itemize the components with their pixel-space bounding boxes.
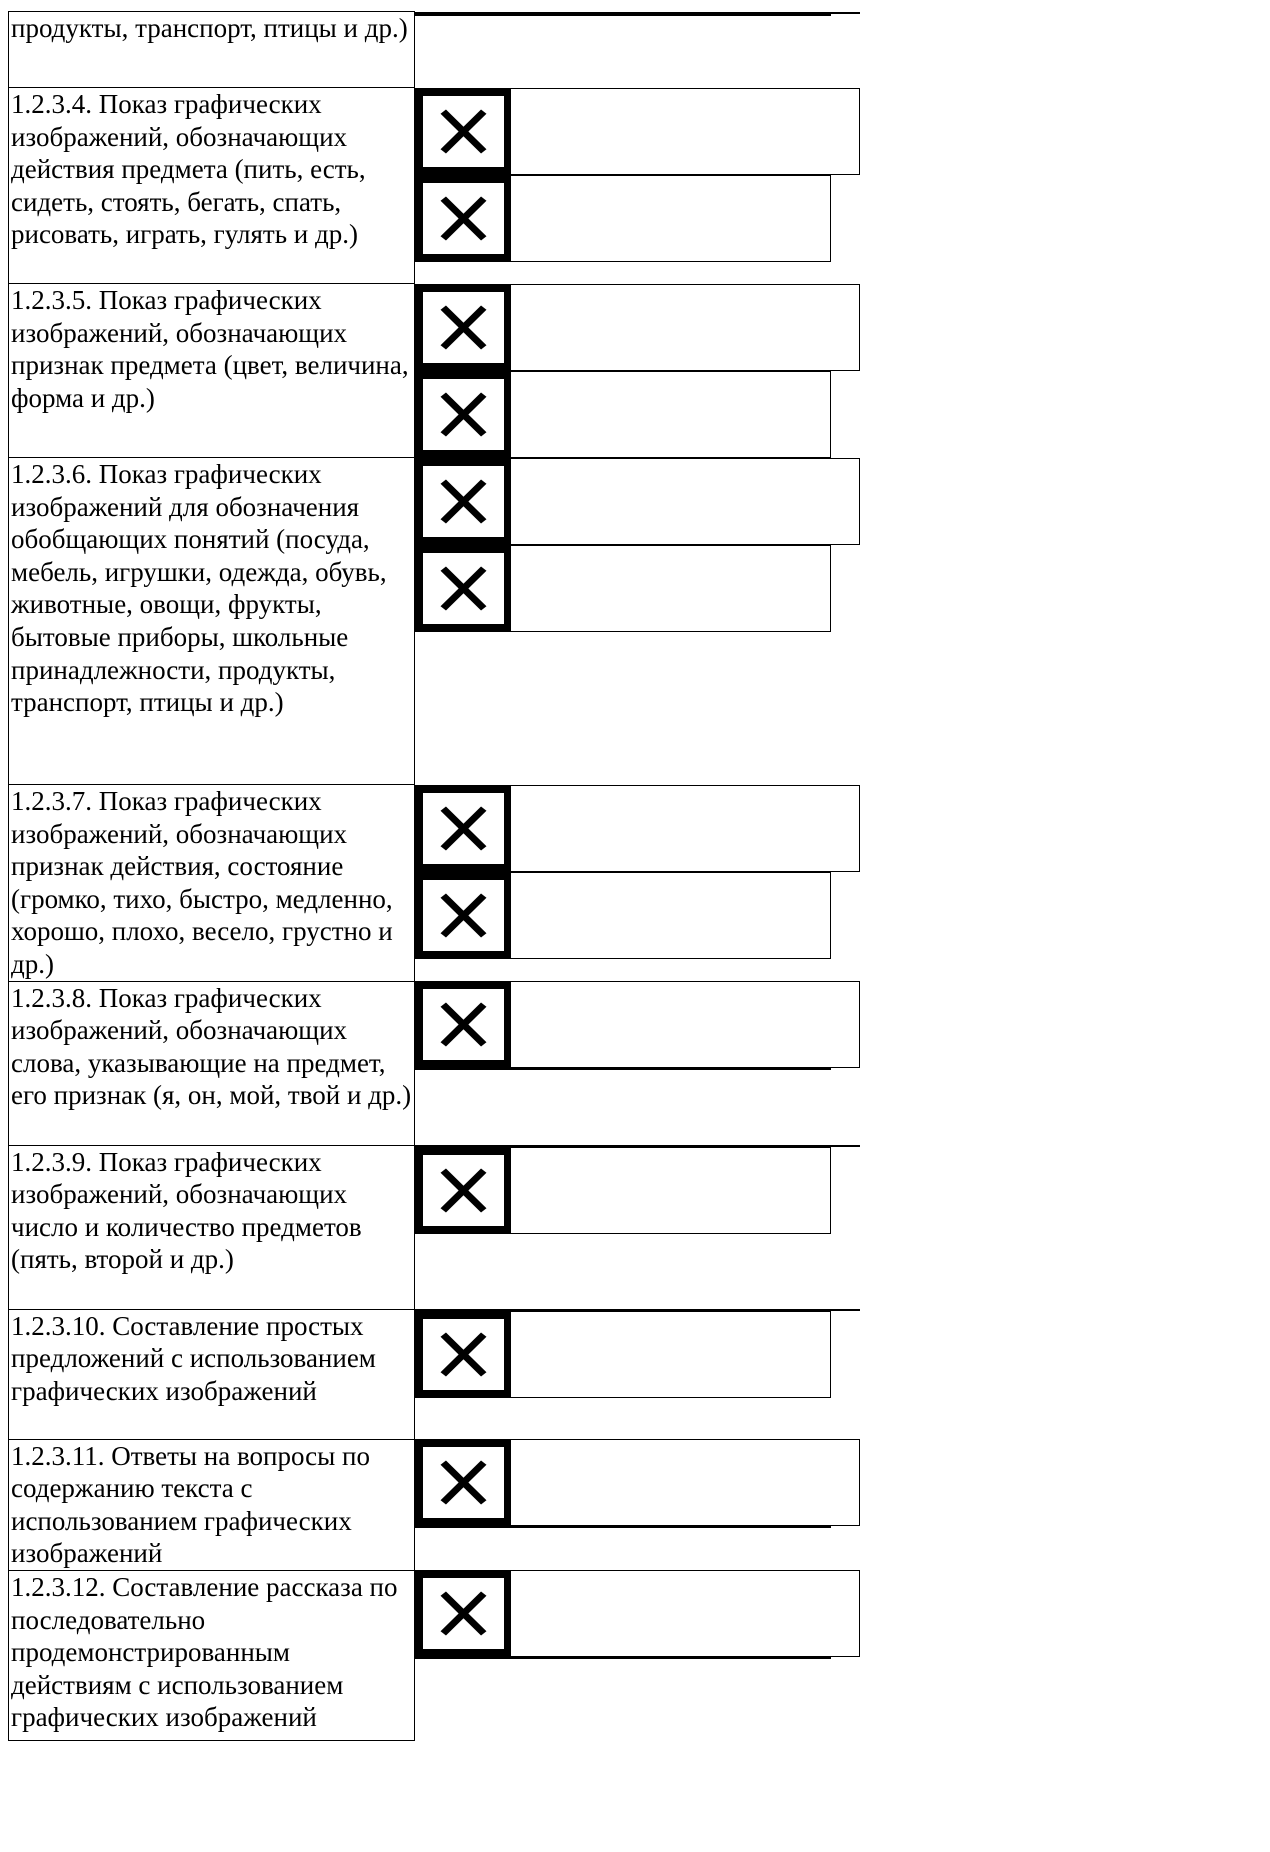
checked-box-icon <box>416 176 511 261</box>
row-label: продукты, транспорт, птицы и др.) <box>11 13 408 43</box>
table-row <box>9 12 1270 88</box>
table-row <box>9 1570 1270 1740</box>
mark-cell-col3 <box>415 1311 831 1398</box>
row-label: 1.2.3.6. Показ графических изображений для обозначения обобщающих понятий (посуда, мебель, игрушки, одежда, обувь, животные, овощи, фрукты, бытовые приборы, школьные принадлежности, продукты, транспорт, птицы и др.) <box>11 459 387 718</box>
row-label: 1.2.3.9. Показ графических изображений, обозначающих число и количество предметов (пять, второй и др.) <box>11 1146 362 1275</box>
mark-cell-col3 <box>415 872 831 959</box>
checked-box-icon <box>416 89 511 174</box>
table-row <box>9 1309 1270 1439</box>
mark-cell-col2 <box>415 88 860 175</box>
row-label-cell <box>9 1570 415 1740</box>
table-row <box>9 1439 1270 1570</box>
checked-box-icon <box>416 1571 511 1656</box>
checked-box-icon <box>416 546 511 631</box>
mark-cell-col3 <box>415 1657 831 1659</box>
table-row <box>9 785 1270 982</box>
mark-cell-col2 <box>415 1570 860 1657</box>
curriculum-table <box>8 11 1270 1741</box>
table-row <box>9 88 1270 284</box>
checked-box-icon <box>416 873 511 958</box>
row-label-cell <box>9 88 415 284</box>
mark-cell-col3 <box>415 1147 831 1234</box>
mark-cell-col2 <box>415 458 860 545</box>
row-label: 1.2.3.12. Составление рассказа по последовательно продемонстрированным действиям с использованием графических изображений <box>11 1571 398 1733</box>
mark-cell-col2 <box>415 284 860 371</box>
table-row <box>9 284 1270 458</box>
row-label: 1.2.3.10. Составление простых предложений с использованием графических изображений <box>11 1310 376 1406</box>
row-label: 1.2.3.7. Показ графических изображений, обозначающих признак действия, состояние (громко, тихо, быстро, медленно, хорошо, плохо, весело, грустно и др.) <box>11 786 393 979</box>
mark-cell-col3 <box>415 1526 831 1528</box>
checked-box-icon <box>416 982 511 1067</box>
mark-cell-col2 <box>415 1439 860 1526</box>
table-row <box>9 1145 1270 1309</box>
row-label: 1.2.3.8. Показ графических изображений, обозначающих слова, указывающие на предмет, его признак (я, он, мой, твой и др.) <box>11 982 412 1111</box>
mark-cell-col3 <box>415 1068 831 1070</box>
row-label: 1.2.3.11. Ответы на вопросы по содержанию текста с использованием графических изображений <box>11 1440 371 1569</box>
checked-box-icon <box>416 1312 511 1397</box>
row-label-cell <box>9 284 415 458</box>
mark-cell-col3 <box>415 545 831 632</box>
checked-box-icon <box>416 1148 511 1233</box>
row-label-cell <box>9 12 415 88</box>
mark-cell-col3 <box>415 371 831 458</box>
row-label-cell <box>9 785 415 982</box>
table-row <box>9 981 1270 1145</box>
checked-box-icon <box>416 459 511 544</box>
mark-cell-col3 <box>415 14 831 16</box>
mark-cell-col2 <box>415 981 860 1068</box>
row-label-cell <box>9 458 415 785</box>
checked-box-icon <box>416 786 511 871</box>
row-label-cell <box>9 1439 415 1570</box>
row-label-cell <box>9 981 415 1145</box>
checked-box-icon <box>416 1440 511 1525</box>
row-label: 1.2.3.5. Показ графических изображений, обозначающих признак предмета (цвет, величина, форма и др.) <box>11 285 409 413</box>
row-label-cell <box>9 1145 415 1309</box>
row-label: 1.2.3.4. Показ графических изображений, обозначающих действия предмета (пить, есть, сидеть, стоять, бегать, спать, рисовать, играть, гулять и др.) <box>11 89 366 250</box>
mark-cell-col3 <box>415 175 831 262</box>
checked-box-icon <box>416 372 511 457</box>
mark-cell-col2 <box>415 785 860 872</box>
row-label-cell <box>9 1309 415 1439</box>
table-row <box>9 458 1270 785</box>
checked-box-icon <box>416 285 511 370</box>
